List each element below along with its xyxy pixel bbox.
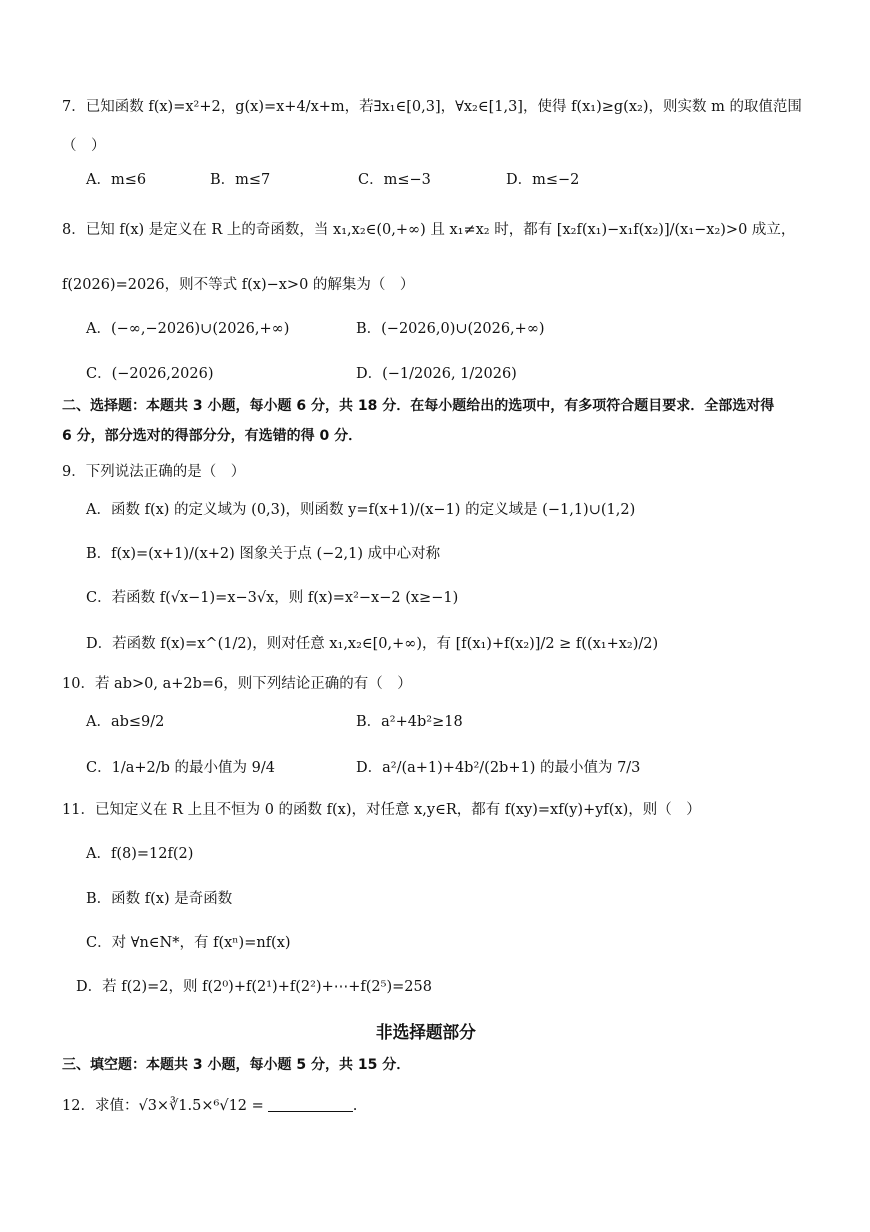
q8-option-c: C．(−2026,2026) — [86, 366, 214, 382]
q8-option-d: D．(−1/2026, 1/2026) — [356, 366, 517, 382]
q10-option-d: D．a²/(a+1)+4b²/(2b+1) 的最小值为 7/3 — [356, 760, 641, 776]
q10-option-a: A．ab≤9/2 — [86, 714, 165, 730]
q7-option-a: A．m≤6 — [86, 172, 147, 188]
q8-stem: 8．已知 f(x) 是定义在 R 上的奇函数，当 x₁,x₂∈(0,+∞) 且 x₁≠x₂ 时，都有 [x₂f(x₁)−x₁f(x₂)]/(x₁−x₂)>0 成立， — [62, 222, 796, 238]
q9-option-a: A．函数 f(x) 的定义域为 (0,3)，则函数 y=f(x+1)/(x−1) 的定义域是 (−1,1)∪(1,2) — [86, 502, 636, 518]
q8-option-b: B．(−2026,0)∪(2026,+∞) — [356, 321, 545, 337]
q11-option-b: B．函数 f(x) 是奇函数 — [86, 891, 233, 907]
section-2-line-2: 6 分，部分选对的得部分分，有选错的得 0 分． — [62, 428, 363, 444]
section-3-heading: 三、填空题：本题共 3 小题，每小题 5 分，共 15 分． — [62, 1057, 411, 1073]
q10-stem: 10．若 ab>0, a+2b=6，则下列结论正确的有（ ） — [62, 676, 412, 692]
q7-option-d: D．m≤−2 — [506, 172, 580, 188]
q9-option-d: D．若函数 f(x)=x^(1/2)，则对任意 x₁,x₂∈[0,+∞)，有 [f(x₁)+f(x₂)]/2 ≥ f((x₁+x₂)/2) — [86, 636, 659, 652]
q7-bracket: （ ） — [62, 138, 106, 154]
q12-line — [62, 1097, 357, 1115]
q9-stem: 9．下列说法正确的是（ ） — [62, 464, 246, 480]
q7-option-c: C．m≤−3 — [358, 172, 431, 188]
q11-option-a: A．f(8)=12f(2) — [86, 846, 194, 862]
q7-option-b: B．m≤7 — [210, 172, 271, 188]
q11-option-c: C．对 ∀n∈N*，有 f(xⁿ)=nf(x) — [86, 935, 291, 951]
q12-stem: 12．求值：√3×∛1.5×⁶√12 = — [62, 1098, 264, 1114]
section-2-line-1: 二、选择题：本题共 3 小题，每小题 6 分，共 18 分．在每小题给出的选项中，有多项符合题目要求．全部选对得 — [62, 398, 775, 414]
q9-option-c: C．若函数 f(√x−1)=x−3√x，则 f(x)=x²−x−2 (x≥−1) — [86, 590, 459, 606]
q11-stem: 11．已知定义在 R 上且不恒为 0 的函数 f(x)，对任意 x,y∈R，都有 f(xy)=xf(y)+yf(x)，则（ ） — [62, 802, 701, 818]
q7-stem: 7．已知函数 f(x)=x²+2，g(x)=x+4/x+m，若∃x₁∈[0,3]，∀x₂∈[1,3]，使得 f(x₁)≥g(x₂)，则实数 m 的取值范围 — [62, 99, 802, 115]
q10-option-b: B．a²+4b²≥18 — [356, 714, 463, 730]
q8-option-a: A．(−∞,−2026)∪(2026,+∞) — [86, 321, 290, 337]
q12-tail: . — [352, 1098, 358, 1114]
q10-option-c: C．1/a+2/b 的最小值为 9/4 — [86, 760, 275, 776]
q9-option-b: B．f(x)=(x+1)/(x+2) 图象关于点 (−2,1) 成中心对称 — [86, 546, 441, 562]
q12-answer-blank — [268, 1097, 353, 1112]
q8-stem-2: f(2026)=2026，则不等式 f(x)−x>0 的解集为（ ） — [62, 277, 415, 293]
part-title: 非选择题部分 — [375, 1023, 476, 1043]
q11-option-d: D．若 f(2)=2，则 f(2⁰)+f(2¹)+f(2²)+⋯+f(2⁵)=258 — [76, 979, 432, 995]
